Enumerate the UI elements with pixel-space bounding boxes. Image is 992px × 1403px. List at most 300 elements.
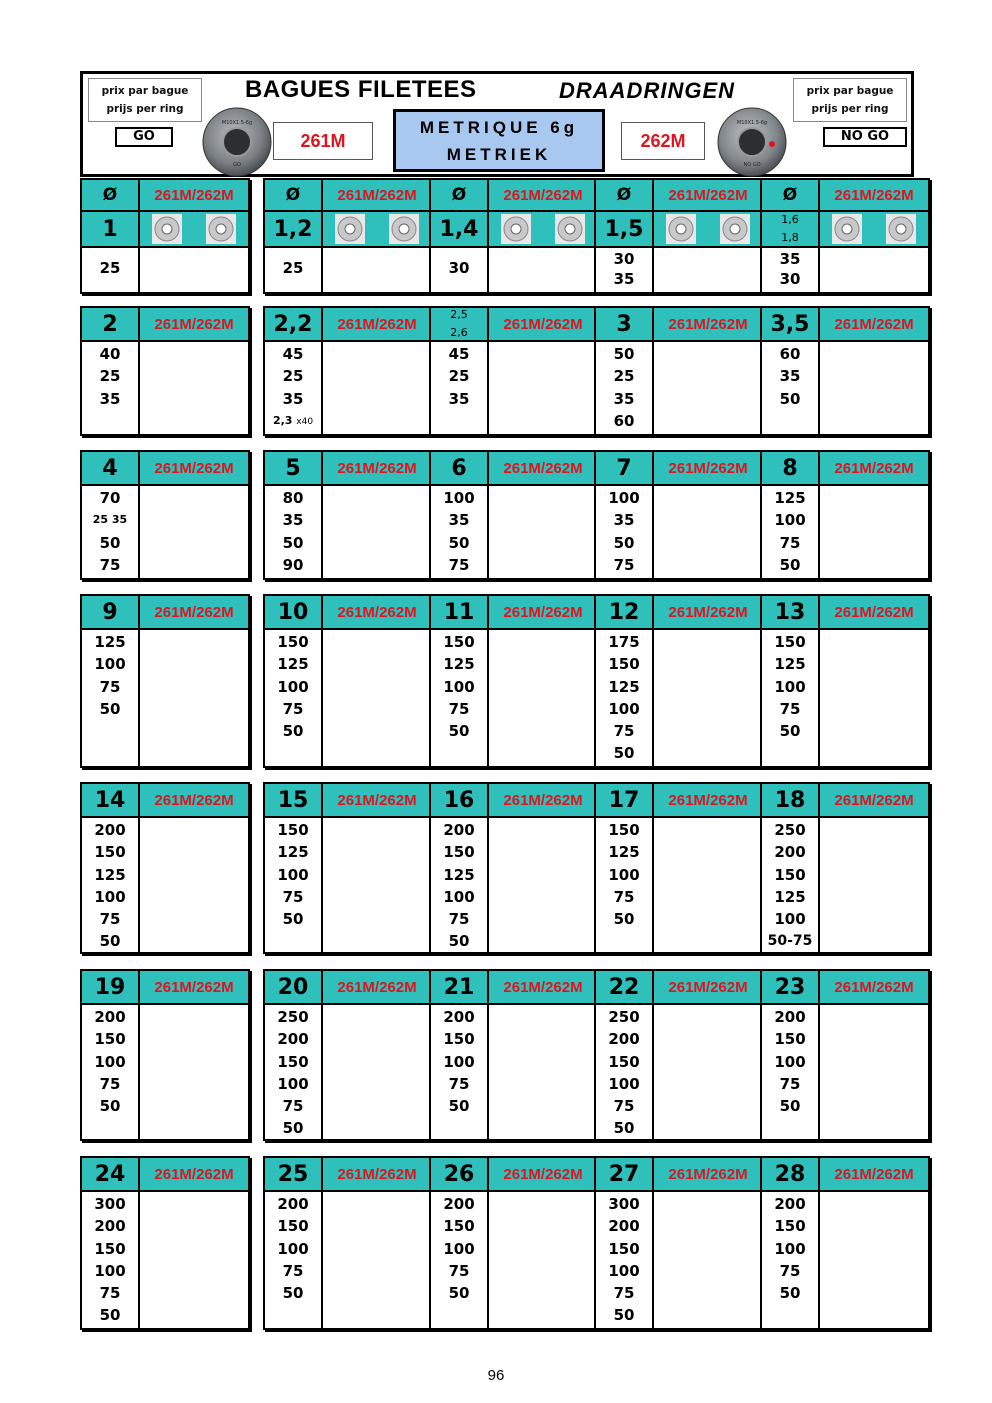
length-value: 75 [613, 1284, 635, 1303]
size-block-m22 [594, 969, 764, 1141]
length-value: 75 [282, 699, 304, 718]
size-block-m11 [429, 594, 599, 768]
length-value: 25 [613, 367, 635, 386]
price-cell [489, 248, 597, 292]
price-cell [140, 1005, 248, 1139]
length-list [82, 342, 140, 434]
length-list [265, 1005, 323, 1139]
size-block-m2 [80, 306, 250, 436]
length-value: 75 [282, 887, 304, 906]
length-list [82, 630, 140, 766]
size-block-m1-4 [429, 178, 599, 294]
code-header: 261M/262M [503, 1165, 583, 1183]
length-value: 50 [779, 1097, 801, 1116]
price-cell [489, 486, 597, 578]
length-value: 125 [774, 655, 806, 674]
price-cell [654, 1005, 762, 1139]
title-french: BAGUES FILETEES [245, 76, 477, 103]
size-block-m27 [594, 1156, 764, 1330]
size-block-m4 [80, 450, 250, 580]
length-value: 80 [282, 489, 304, 507]
size-block-m3 [594, 306, 764, 436]
length-value: 300 [94, 1195, 126, 1213]
length-value: 100 [774, 1052, 806, 1071]
length-value: 50 [448, 932, 470, 951]
code-header: 261M/262M [668, 459, 748, 477]
thread-size: 1,5 [596, 212, 654, 246]
thread-size: 15 [265, 784, 323, 816]
catalog-header [80, 71, 914, 177]
thread-size: 23 [762, 971, 820, 1003]
length-value: 100 [277, 865, 309, 884]
size-block-m23 [760, 969, 930, 1141]
code-header: 261M/262M [503, 978, 583, 996]
metric-fr: METRIQUE 6g [419, 118, 579, 137]
size-block-m3-5 [760, 306, 930, 436]
length-value: 25 [282, 367, 304, 386]
length-value: 125 [277, 843, 309, 862]
length-value: 300 [608, 1195, 640, 1213]
size-block-m18 [760, 782, 930, 954]
code-header: 261M/262M [337, 978, 417, 996]
length-list [762, 1005, 820, 1139]
size-block-m15 [263, 782, 433, 954]
go-ring-engraving: M10X1.5-6g [221, 120, 253, 126]
length-value: 100 [608, 1261, 640, 1280]
length-value: 50 [613, 345, 635, 363]
ring-icons [140, 212, 248, 246]
thread-size: 3,5 [762, 308, 820, 340]
price-cell [140, 486, 248, 578]
length-list [596, 248, 654, 292]
code-header: 261M/262M [337, 791, 417, 809]
thread-size: 20 [265, 971, 323, 1003]
length-value: 150 [608, 655, 640, 674]
metric-nl: METRIEK [446, 145, 552, 164]
code-header: 261M/262M [834, 1165, 914, 1183]
thread-size: 16 [431, 784, 489, 816]
thread-size: 5 [265, 452, 323, 484]
thread-size: 25 [265, 1158, 323, 1190]
thread-size-b: 2,6 [450, 326, 468, 339]
go-ring-icon [335, 214, 365, 244]
length-value: 75 [613, 555, 635, 574]
price-cell [820, 630, 928, 766]
length-value: 200 [774, 1195, 806, 1213]
thread-size: 18 [762, 784, 820, 816]
thread-size: 19 [82, 971, 140, 1003]
length-list [82, 818, 140, 952]
code-header: 261M/262M [834, 603, 914, 621]
price-label-nogo [793, 78, 907, 122]
nogo-ring-icon [206, 214, 236, 244]
length-list [431, 818, 489, 952]
length-value: 100 [608, 865, 640, 884]
size-block-m1-6-1-8 [760, 178, 930, 294]
ring-icons [489, 212, 597, 246]
price-cell [140, 818, 248, 952]
code-nogo: 262M [621, 122, 705, 160]
length-value: 200 [608, 1030, 640, 1049]
size-block-m1 [80, 178, 250, 294]
length-list [265, 1192, 323, 1328]
code-header: 261M/262M [337, 315, 417, 333]
length-value: 75 [779, 533, 801, 552]
thread-size [762, 212, 820, 246]
price-cell [140, 630, 248, 766]
length-value: 75 [448, 910, 470, 929]
length-value: 200 [608, 1217, 640, 1236]
length-value: 100 [443, 1239, 475, 1258]
length-value: 25 [99, 259, 121, 277]
length-value: 50 [282, 1119, 304, 1138]
length-value: 100 [277, 1239, 309, 1258]
code-header: 261M/262M [668, 1165, 748, 1183]
note-length: x40 [296, 416, 314, 427]
length-value: 125 [608, 843, 640, 862]
length-list [431, 486, 489, 578]
length-value: 70 [99, 489, 121, 507]
thread-size: 11 [431, 596, 489, 628]
length-list [596, 486, 654, 578]
length-value: 50 [99, 1306, 121, 1325]
length-list [431, 248, 489, 292]
code-header: 261M/262M [154, 459, 234, 477]
code-go: 261M [273, 122, 373, 160]
length-value: 150 [94, 1030, 126, 1049]
length-value: 75 [448, 699, 470, 718]
code-header: 261M/262M [668, 186, 748, 204]
length-value: 50 [779, 722, 801, 741]
length-value: 75 [448, 555, 470, 574]
length-list [265, 486, 323, 578]
size-block-m7 [594, 450, 764, 580]
length-value: 35 [282, 389, 304, 408]
length-value: 100 [277, 677, 309, 696]
thread-size: 28 [762, 1158, 820, 1190]
length-value: 125 [443, 865, 475, 884]
length-value: 50 [99, 699, 121, 718]
code-header: 261M/262M [337, 186, 417, 204]
size-block-m1-5 [594, 178, 764, 294]
price-cell [820, 1005, 928, 1139]
thread-size: 14 [82, 784, 140, 816]
price-cell [323, 486, 431, 578]
length-value: 100 [774, 1239, 806, 1258]
length-value: 50 [448, 722, 470, 741]
price-cell [489, 630, 597, 766]
code-header: 261M/262M [337, 1165, 417, 1183]
size-block-m2-5-2-6 [429, 306, 599, 436]
code-header: 261M/262M [668, 791, 748, 809]
price-cell [489, 818, 597, 952]
size-block-m26 [429, 1156, 599, 1330]
size-block-m28 [760, 1156, 930, 1330]
length-value: 50-75 [767, 933, 813, 950]
thread-size: 9 [82, 596, 140, 628]
length-value: 50 [99, 932, 121, 951]
length-value: 125 [774, 887, 806, 906]
price-cell [323, 630, 431, 766]
length-value: 50 [99, 533, 121, 552]
code-header: 261M/262M [337, 459, 417, 477]
length-value: 75 [779, 1074, 801, 1093]
code-header: 261M/262M [154, 1165, 234, 1183]
length-list [762, 1192, 820, 1328]
length-value: 150 [608, 1052, 640, 1071]
code-header: 261M/262M [154, 186, 234, 204]
length-value: 90 [282, 555, 304, 574]
length-list [762, 486, 820, 578]
size-block-m2-2 [263, 306, 433, 436]
price-cell [654, 342, 762, 434]
length-value: 150 [277, 821, 309, 839]
ring-icons [820, 212, 928, 246]
price-cell [323, 1192, 431, 1328]
length-value: 150 [277, 633, 309, 651]
thread-size: 1,2 [265, 212, 323, 246]
price-cell [489, 1005, 597, 1139]
nogo-ring-icon [720, 214, 750, 244]
length-value: 25 [99, 367, 121, 386]
length-value: 125 [774, 489, 806, 507]
length-value: 50 [99, 1097, 121, 1116]
nogo-ring-engraving: M10X1.5-6g [736, 120, 768, 126]
go-ring-icon [832, 214, 862, 244]
price-cell [323, 248, 431, 292]
length-list [762, 630, 820, 766]
go-ring-sub: GO [233, 162, 241, 168]
size-block-m9 [80, 594, 250, 768]
go-label: GO [115, 127, 173, 147]
length-value: 35 [613, 511, 635, 530]
price-cell [489, 1192, 597, 1328]
nogo-ring-icon [555, 214, 585, 244]
go-ring-icon [152, 214, 182, 244]
length-list [762, 342, 820, 434]
size-block-m10 [263, 594, 433, 768]
code-header: 261M/262M [668, 315, 748, 333]
code-header: 261M/262M [503, 459, 583, 477]
length-value: 35 [99, 389, 121, 408]
length-value: 50 [779, 389, 801, 408]
length-value: 75 [282, 1097, 304, 1116]
price-cell [820, 818, 928, 952]
length-value: 75 [99, 1074, 121, 1093]
length-value: 150 [443, 1217, 475, 1236]
length-value: 75 [99, 555, 121, 574]
length-value: 150 [774, 1030, 806, 1049]
price-cell [820, 248, 928, 292]
length-value: 100 [608, 1074, 640, 1093]
thread-size: 24 [82, 1158, 140, 1190]
diameter-icon: Ø [596, 180, 654, 210]
length-value: 100 [443, 887, 475, 906]
length-value: 250 [277, 1008, 309, 1026]
price-cell [140, 342, 248, 434]
length-value: 100 [94, 655, 126, 674]
size-block-m24 [80, 1156, 250, 1330]
length-list [596, 818, 654, 952]
length-value: 75 [613, 722, 635, 741]
code-header: 261M/262M [834, 978, 914, 996]
go-ring-gauge-image [201, 106, 273, 178]
code-header: 261M/262M [154, 315, 234, 333]
thread-size: 2 [82, 308, 140, 340]
thread-size: 27 [596, 1158, 654, 1190]
length-value: 200 [774, 1008, 806, 1026]
length-value: 100 [94, 1052, 126, 1071]
length-list [596, 630, 654, 766]
price-cell [323, 342, 431, 434]
price-label-nl: prijs per ring [811, 103, 889, 115]
price-cell [654, 486, 762, 578]
length-list [431, 1192, 489, 1328]
length-list [82, 248, 140, 292]
length-value: 150 [608, 821, 640, 839]
price-label-fr: prix par bague [101, 85, 189, 97]
length-list [82, 1192, 140, 1328]
length-note [265, 410, 321, 433]
length-value: 45 [282, 345, 304, 363]
thread-size: 10 [265, 596, 323, 628]
diameter-icon: Ø [431, 180, 489, 210]
length-list [762, 818, 820, 952]
length-list [596, 1192, 654, 1328]
length-value: 60 [613, 411, 635, 430]
price-cell [654, 248, 762, 292]
price-cell [323, 1005, 431, 1139]
length-value: 50 [448, 533, 470, 552]
length-value: 75 [99, 910, 121, 929]
length-list [431, 630, 489, 766]
ring-icons [323, 212, 431, 246]
length-value: 60 [779, 345, 801, 363]
length-value: 50 [613, 744, 635, 763]
thread-size: 3 [596, 308, 654, 340]
length-value: 100 [277, 1074, 309, 1093]
nogo-ring-icon [389, 214, 419, 244]
note-size: 2,3 [272, 413, 293, 427]
thread-size [431, 308, 489, 340]
price-cell [654, 818, 762, 952]
length-value: 35 [448, 511, 470, 530]
length-value: 125 [608, 677, 640, 696]
code-header: 261M/262M [154, 791, 234, 809]
length-list [265, 630, 323, 766]
length-value: 150 [774, 865, 806, 884]
length-list [82, 486, 140, 578]
thread-size-a: 2,5 [450, 308, 468, 321]
code-header: 261M/262M [668, 603, 748, 621]
length-value: 35 [779, 367, 801, 386]
price-cell [140, 1192, 248, 1328]
code-header: 261M/262M [154, 978, 234, 996]
metric-thread-box [393, 109, 605, 172]
length-value: 50 [779, 555, 801, 574]
length-value: 125 [94, 865, 126, 884]
length-value: 35 [613, 389, 635, 408]
size-block-m13 [760, 594, 930, 768]
thread-size: 8 [762, 452, 820, 484]
price-cell [654, 630, 762, 766]
length-value: 250 [774, 821, 806, 839]
length-value: 75 [613, 1097, 635, 1116]
length-value: 175 [608, 633, 640, 651]
length-value: 30 [613, 250, 635, 268]
size-block-m5 [263, 450, 433, 580]
code-header: 261M/262M [503, 791, 583, 809]
thread-size: 1 [82, 212, 140, 246]
length-value: 125 [277, 655, 309, 674]
code-header: 261M/262M [834, 315, 914, 333]
length-value: 100 [443, 489, 475, 507]
length-value: 200 [443, 1195, 475, 1213]
diameter-icon: Ø [762, 180, 820, 210]
length-value: 200 [443, 821, 475, 839]
length-value: 100 [443, 677, 475, 696]
size-block-m17 [594, 782, 764, 954]
nogo-ring-sub: NO GO [743, 162, 761, 168]
code-header: 261M/262M [503, 186, 583, 204]
length-value: 125 [94, 633, 126, 651]
code-header: 261M/262M [503, 315, 583, 333]
code-header: 261M/262M [834, 791, 914, 809]
length-value: 150 [774, 633, 806, 651]
size-block-m1-2 [263, 178, 433, 294]
length-list [265, 818, 323, 952]
length-value: 100 [774, 910, 806, 929]
length-value: 35 [779, 250, 801, 268]
length-value: 50 [282, 533, 304, 552]
length-value: 100 [94, 1261, 126, 1280]
thread-size: 7 [596, 452, 654, 484]
price-cell [654, 1192, 762, 1328]
length-value: 75 [779, 699, 801, 718]
diameter-icon: Ø [265, 180, 323, 210]
length-value: 75 [99, 677, 121, 696]
length-list [596, 1005, 654, 1139]
length-value: 35 [448, 389, 470, 408]
length-value: 50 [282, 910, 304, 929]
thread-size: 13 [762, 596, 820, 628]
thread-size: 26 [431, 1158, 489, 1190]
length-value: 75 [779, 1261, 801, 1280]
length-value: 150 [443, 1030, 475, 1049]
length-value: 200 [94, 1008, 126, 1026]
code-header: 261M/262M [503, 603, 583, 621]
length-value: 200 [443, 1008, 475, 1026]
length-value: 125 [443, 655, 475, 674]
code-header: 261M/262M [668, 978, 748, 996]
length-value: 150 [277, 1052, 309, 1071]
length-value: 200 [94, 1217, 126, 1236]
page-number: 96 [487, 1367, 505, 1384]
price-cell [820, 342, 928, 434]
thread-size: 2,2 [265, 308, 323, 340]
length-value: 40 [99, 345, 121, 363]
title-dutch: DRAADRINGEN [559, 78, 735, 103]
length-value: 150 [608, 1239, 640, 1258]
length-value: 50 [613, 533, 635, 552]
size-block-m12 [594, 594, 764, 768]
length-value: 100 [443, 1052, 475, 1071]
length-list [431, 342, 489, 434]
size-block-m20 [263, 969, 433, 1141]
thread-size: 12 [596, 596, 654, 628]
length-value: 50 [448, 1097, 470, 1116]
length-value: 35 [282, 511, 304, 530]
